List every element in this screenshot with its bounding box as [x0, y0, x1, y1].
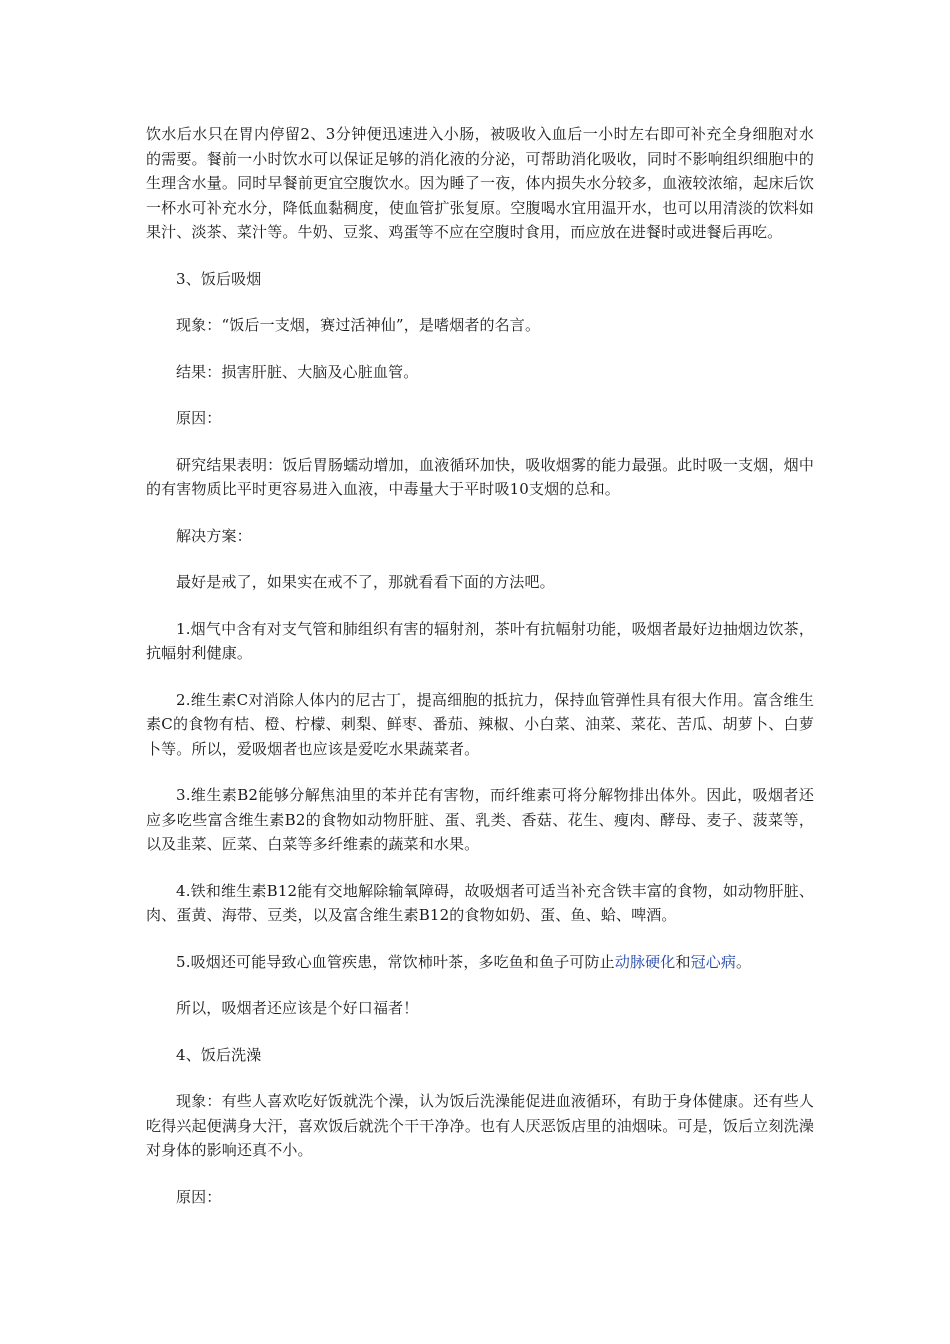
tip-5-period: 。 — [736, 952, 752, 971]
paragraph-tip-1: 1.烟气中含有对支气管和肺组织有害的辐射剂，茶叶有抗幅射功能，吸烟者最好边抽烟边饮茶，抗幅射利健康。 — [146, 619, 814, 662]
paragraph-solution-label: 解决方案： — [176, 526, 252, 545]
section-heading-bathing: 4、饭后洗澡 — [176, 1045, 262, 1064]
article-body — [146, 122, 814, 1231]
paragraph-smoking-research: 研究结果表明：饭后胃肠蠕动增加，血液循环加快，吸收烟雾的能力最强。此时吸一支烟，烟中的有害物质比平时更容易进入血液，中毒量大于平时吸10支烟的总和。 — [146, 455, 814, 498]
section-heading-smoking: 3、饭后吸烟 — [176, 269, 262, 288]
paragraph-solution-intro: 最好是戒了，如果实在戒不了，那就看看下面的方法吧。 — [176, 573, 555, 591]
tip-5-text: 5.吸烟还可能导致心血管疾患，常饮柿叶茶，多吃鱼和鱼子可防止 — [176, 952, 615, 971]
paragraph-tip-3: 3.维生素B2能够分解焦油里的苯并芘有害物，而纤维素可将分解物排出体外。因此，吸烟者还应多吃些富含维生素B2的食物如动物肝脏、蛋、乳类、香菇、花生、瘦肉、酵母、麦子、菠菜等，以及韭菜、匠菜、白菜等多纤维素的蔬菜和水果。 — [146, 786, 814, 853]
link-coronary-heart-disease[interactable]: 冠心病 — [690, 952, 737, 971]
paragraph-smoking-result: 结果：损害肝脏、大脑及心脏血管。 — [176, 362, 419, 381]
paragraph-smoking-conclusion: 所以，吸烟者还应该是个好口福者！ — [176, 999, 419, 1017]
paragraph-tip-4: 4.铁和维生素B12能有交地解除输氧障碍，故吸烟者可适当补充含铁丰富的食物，如动物肝脏、肉、蛋黄、海带、豆类，以及富含维生素B12的食物如奶、蛋、鱼、蛤、啤酒。 — [146, 881, 814, 924]
link-arteriosclerosis[interactable]: 动脉硬化 — [614, 952, 676, 971]
paragraph-smoking-cause-label: 原因： — [176, 409, 222, 427]
paragraph-tip-5 — [146, 950, 814, 975]
paragraph-bathing-cause-label: 原因： — [176, 1187, 222, 1206]
paragraph-bathing-phenomenon: 现象：有些人喜欢吃好饭就洗个澡，认为饭后洗澡能促进血液循环，有助于身体健康。还有些人吃得兴起便满身大汗，喜欢饭后就洗个干干净净。也有人厌恶饭店里的油烟味。可是，饭后立刻洗澡对身体的影响还真不小。 — [146, 1092, 814, 1159]
paragraph-tip-2: 2.维生素C对消除人体内的尼古丁，提高细胞的抵抗力，保持血管弹性具有很大作用。富含维生素C的食物有桔、橙、柠檬、刺梨、鲜枣、番茄、辣椒、小白菜、油菜、菜花、苦瓜、胡萝卜、白萝卜等。所以，爱吸烟者也应该是爱吃水果蔬菜者。 — [146, 690, 814, 758]
tip-5-conjunction: 和 — [675, 952, 691, 971]
paragraph-water-timing: 饮水后水只在胃内停留2、3分钟便迅速进入小肠，被吸收入血后一小时左右即可补充全身细胞对水的需要。餐前一小时饮水可以保证足够的消化液的分泌，可帮助消化吸收，同时不影响组织细胞中的生理含水量。同时早餐前更宜空腹饮水。因为睡了一夜，体内损失水分较多，血液较浓缩，起床后饮一杯水可补充水分，降低血黏稠度，使血管扩张复原。空腹喝水宜用温开水，也可以用清淡的饮料如果汁、淡茶、菜汁等。牛奶、豆浆、鸡蛋等不应在空腹时食用，而应放在进餐时或进餐后再吃。 — [146, 125, 814, 241]
paragraph-smoking-phenomenon: 现象：“饭后一支烟，赛过活神仙”，是嗜烟者的名言。 — [176, 316, 541, 334]
